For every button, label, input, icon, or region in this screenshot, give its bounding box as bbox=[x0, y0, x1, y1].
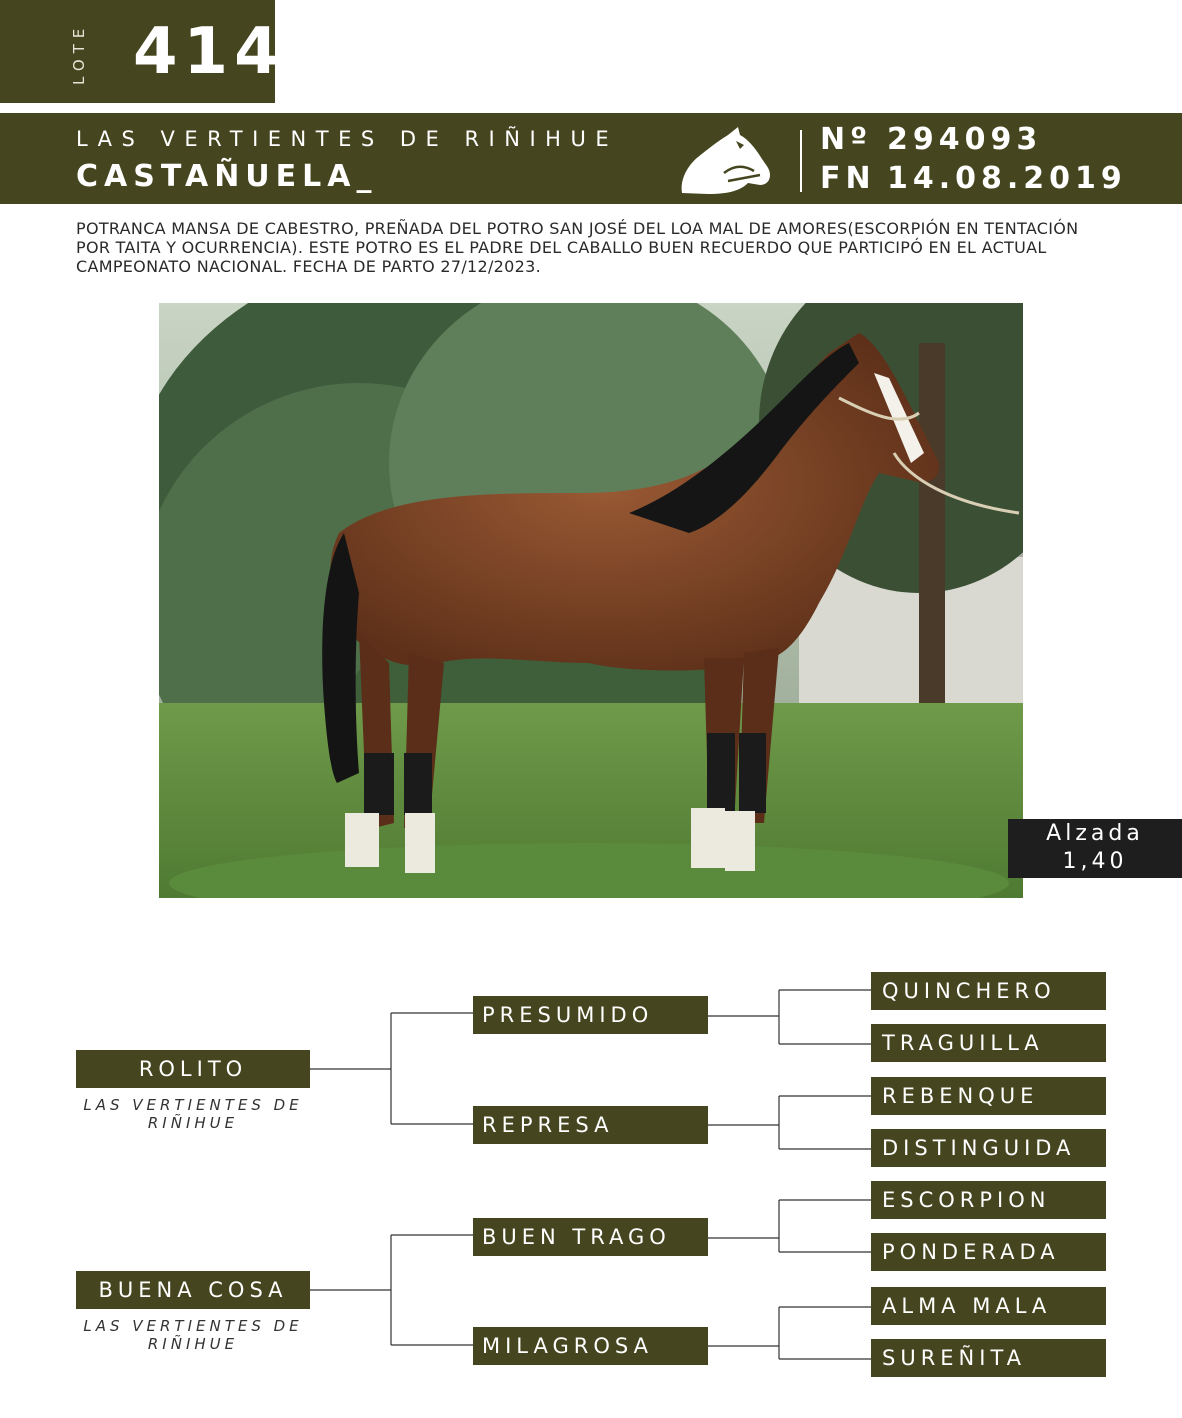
pedigree-sire-sire: PRESUMIDO bbox=[473, 996, 708, 1034]
pedigree-gen3-4: DISTINGUIDA bbox=[871, 1129, 1106, 1167]
height-label: Alzada bbox=[1046, 821, 1144, 846]
pedigree-gen3-8: SUREÑITA bbox=[871, 1339, 1106, 1377]
lot-number: 414 bbox=[133, 15, 285, 89]
lot-box bbox=[0, 0, 285, 103]
dam-breeder: LAS VERTIENTES DE RIÑIHUE bbox=[83, 1317, 303, 1353]
pedigree-gen3-6: PONDERADA bbox=[871, 1233, 1106, 1271]
pedigree-dam: BUENA COSA bbox=[76, 1271, 310, 1309]
birth-date-value: 14.08.2019 bbox=[887, 161, 1127, 196]
pedigree-dam-sire: BUEN TRAGO bbox=[473, 1218, 708, 1256]
breeder-name: LAS VERTIENTES DE RIÑIHUE bbox=[76, 127, 619, 151]
pedigree-gen3-7: ALMA MALA bbox=[871, 1287, 1106, 1325]
registration-number bbox=[820, 122, 1042, 157]
header-divider bbox=[800, 130, 802, 192]
pedigree-gen3-3: REBENQUE bbox=[871, 1077, 1106, 1115]
lot-label: LOTE bbox=[70, 22, 88, 85]
registration-label: Nº bbox=[820, 122, 873, 157]
pedigree-gen3-2: TRAGUILLA bbox=[871, 1024, 1106, 1062]
birth-date bbox=[820, 161, 1127, 196]
pedigree-gen3-1: QUINCHERO bbox=[871, 972, 1106, 1010]
horse-name: CASTAÑUELA_ bbox=[76, 159, 378, 194]
birth-date-label: FN bbox=[820, 161, 876, 196]
pedigree-gen3-5: ESCORPION bbox=[871, 1181, 1106, 1219]
height-value: 1,40 bbox=[1062, 849, 1128, 874]
horse-head-icon bbox=[678, 125, 774, 195]
pedigree-sire: ROLITO bbox=[76, 1050, 310, 1088]
lot-description: POTRANCA MANSA DE CABESTRO, PREÑADA DEL POTRO SAN JOSÉ DEL LOA MAL DE AMORES(ESCORPIÓN EN TENTACIÓN POR TAITA Y OCURRENCIA). ESTE POTRO ES EL PADRE DEL CABALLO BUEN RECUERDO QUE PARTICIPÓ EN EL ACTUAL CAMPEONATO NACIONAL. FECHA DE PARTO 27/12/2023. bbox=[76, 219, 1079, 276]
registration-value: 294093 bbox=[887, 122, 1043, 157]
header-band bbox=[0, 113, 1182, 204]
sire-breeder: LAS VERTIENTES DE RIÑIHUE bbox=[83, 1096, 303, 1132]
pedigree-sire-dam: REPRESA bbox=[473, 1106, 708, 1144]
horse-photo bbox=[159, 303, 1023, 898]
pedigree-dam-dam: MILAGROSA bbox=[473, 1327, 708, 1365]
height-badge bbox=[1008, 819, 1182, 878]
